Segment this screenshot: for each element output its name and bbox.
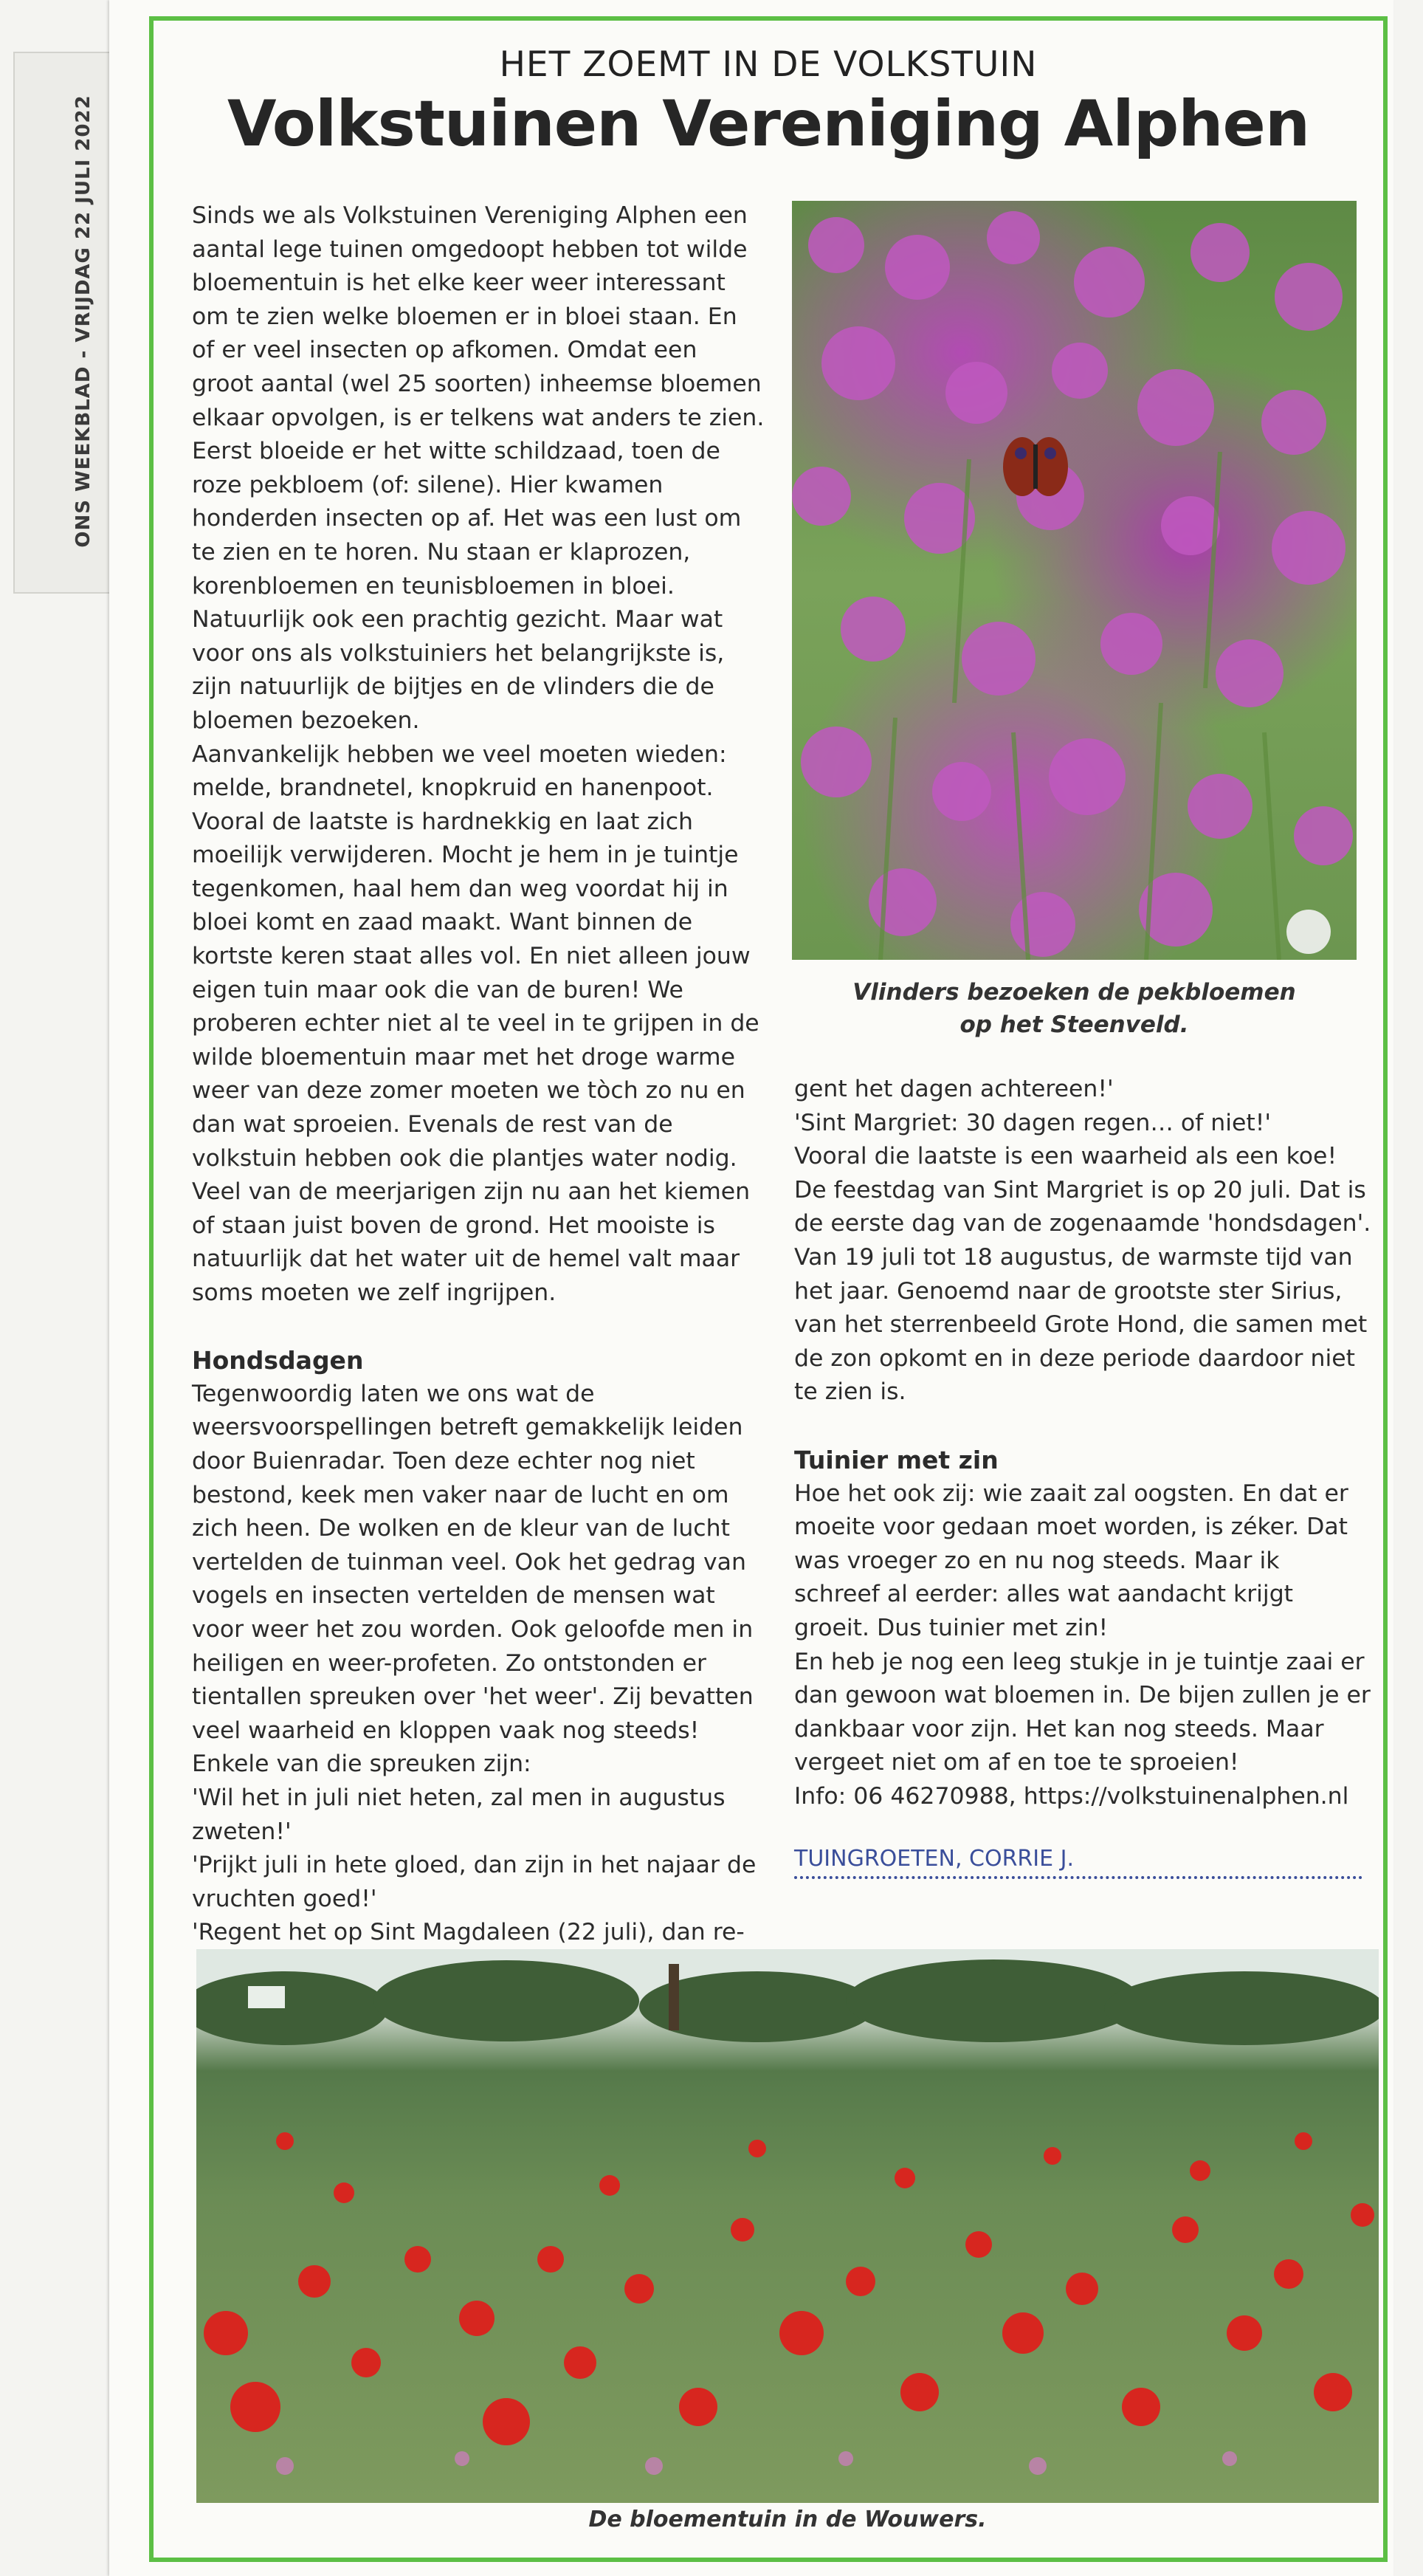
heading-hondsdagen: Hondsdagen (192, 1346, 364, 1375)
saying-magdaleen: 'Regent het op Sint Magdaleen (22 juli), dan re- (192, 1919, 745, 1946)
heading-tuinier-met-zin: Tuinier met zin (794, 1446, 999, 1474)
author-byline: TUINGROETEN, CORRIE J. (794, 1846, 1362, 1879)
poppy-field-illustration (196, 1949, 1379, 2503)
pekbloemen-illustration (792, 201, 1357, 960)
article-kicker: HET ZOEMT IN DE VOLKSTUIN (499, 44, 1038, 85)
clipping-tab (13, 52, 120, 594)
caption-line-1: Vlinders bezoeken de pekbloemen (852, 979, 1296, 1006)
column-left (192, 199, 765, 1950)
saying-gloed: 'Prijkt juli in hete gloed, dan zijn in het najaar de vruchten goed!' (192, 1852, 757, 1912)
paragraph-weeding: Aanvankelijk hebben we veel moeten wieden: melde, brandnetel, knopkruid en hanenpoot. Vooral de laatste is hardnekkig en laat zich moeilijk verwijderen. Mocht je hem in je tuintje tegenkomen, haal hem dan weg voordat hij in bloei komt en zaad maakt. Want binnen de kortste keren staat alles vol. En niet alleen jouw eigen tuin maar ook die van de buren! We proberen echter niet al te veel in te grijpen in de wilde bloementuin maar met het droge warme weer van deze zomer moeten we tòch zo nu en dan wat sproeien. Evenals de rest van de volkstuin hebben ook die plantjes water nodig. Veel van de meerjarigen zijn nu aan het kiemen of staan juist boven de grond. Het mooiste is natuurlijk dat het water uit de hemel valt maar soms moeten we zelf ingrijpen. (192, 741, 759, 1306)
paragraph-oogsten: Hoe het ook zij: wie zaait zal oogsten. En dat er moeite voor gedaan moet worden, is zéker. Dat was vroeger zo en nu nog steeds. Maar ik schreef al eerder: alles wat aandacht krijgt groeit. Dus tuinier met zin! (794, 1480, 1348, 1641)
photo-caption-pekbloemen (792, 976, 1357, 1041)
peacock-butterfly (1003, 437, 1068, 496)
contact-info: Info: 06 46270988, https://volkstuinenalphen.nl (794, 1782, 1349, 1810)
photo-pekbloemen (792, 201, 1357, 960)
article-headline: Volkstuinen Vereniging Alphen (227, 87, 1310, 161)
paragraph-intro: Sinds we als Volkstuinen Vereniging Alphen een aantal lege tuinen omgedoopt hebben tot wilde bloementuin is het elke keer weer interessant om te zien welke bloemen er in bloei staan. En of er veel insecten op afkomen. Omdat een groot aantal (wel 25 soorten) inheemse bloemen elkaar opvolgen, is er telkens wat anders te zien. Eerst bloeide er het witte schildzaad, toen de roze pekbloem (of: silene). Hier kwamen honderden insecten op af. Het was een lust om te zien en te horen. Nu staan er klaprozen, korenbloemen en teunisbloemen in bloei. Natuurlijk ook een prachtig gezicht. Maar wat voor ons als volkstuiniers het belangrijkste is, zijn natuurlijk de bijtjes en de vlinders die de bloemen bezoeken. (192, 202, 765, 734)
photo-caption-wouwers: De bloementuin in de Wouwers. (588, 2507, 987, 2532)
saying-magdaleen-continued: gent het dagen achtereen!' (794, 1076, 1114, 1102)
column-right-top (794, 1073, 1371, 1409)
publication-date-label: ONS WEEKBLAD - VRIJDAG 22 JULI 2022 (72, 95, 94, 548)
photo-bloementuin-wouwers (196, 1949, 1379, 2503)
column-right-bottom (794, 1443, 1371, 1814)
paragraph-hondsdagen-explained: Vooral die laatste is een waarheid als een koe! De feestdag van Sint Margriet is op 20 juli. Dat is de eerste dag van de zogenaamde 'hondsdagen'. Van 19 juli tot 18 augustus, de warmste tijd van het jaar. Genoemd naar de grootste ster Sirius, van het sterrenbeeld Grote Hond, die samen met de zon opkomt en in deze periode daardoor niet te zien is. (794, 1143, 1371, 1406)
paragraph-weather: Tegenwoordig laten we ons wat de weersvoorspellingen betreft gemakkelijk leiden door Buienradar. Toen deze echter nog niet bestond, keek men vaker naar de lucht en om zich heen. De wolken en de kleur van de lucht vertelden de tuinman veel. Ook het gedrag van vogels en insecten vertelden de mensen wat voor weer het zou worden. Ook geloofde men in heiligen en weer-profeten. Zo ontstonden er tientallen spreuken over 'het weer'. Zij bevatten veel waarheid en kloppen vaak nog steeds! Enkele van die spreuken zijn: (192, 1380, 754, 1778)
caption-line-2: op het Steenveld. (959, 1011, 1189, 1038)
paragraph-zaaien: En heb je nog een leeg stukje in je tuintje zaai er dan gewoon wat bloemen in. De bijen zullen je er dankbaar voor zijn. Het kan nog steeds. Maar vergeet niet om af en toe te sproeien! (794, 1648, 1371, 1776)
saying-margriet: 'Sint Margriet: 30 dagen regen… of niet!' (794, 1109, 1272, 1136)
saying-juli: 'Wil het in juli niet heten, zal men in augustus zweten!' (192, 1784, 726, 1845)
